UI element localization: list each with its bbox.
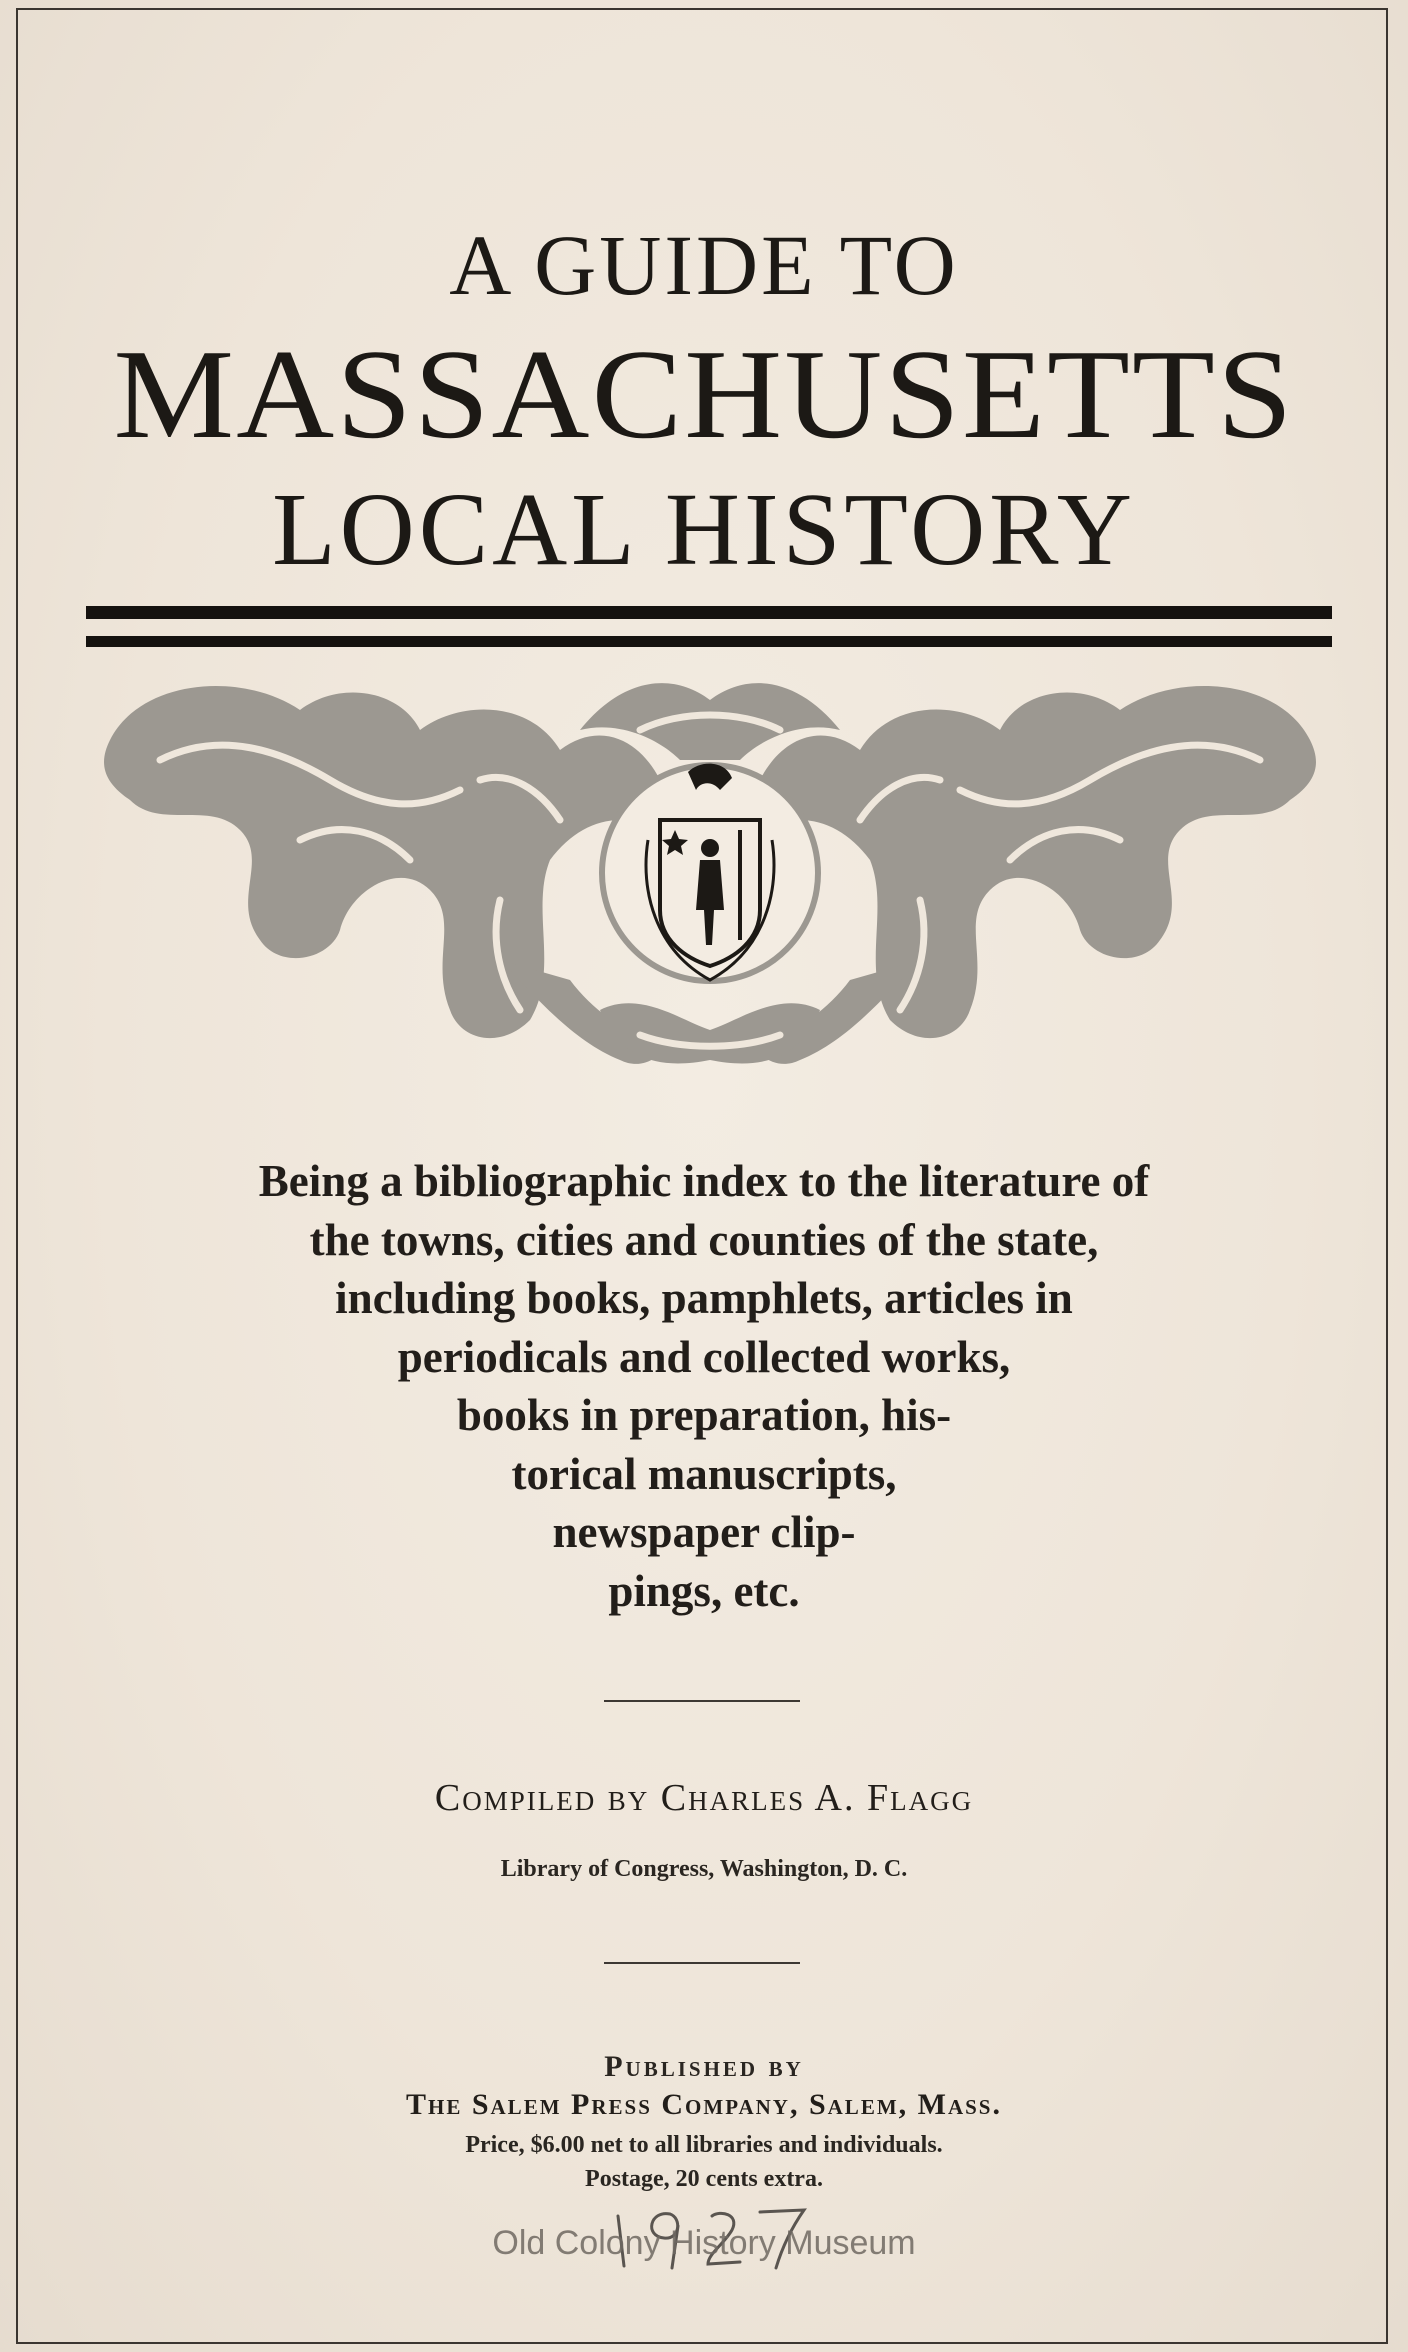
- description-line: the towns, cities and counties of the state,: [309, 1214, 1099, 1265]
- title-line-1: A GUIDE TO: [449, 217, 959, 313]
- description-block: [0, 1152, 1408, 1620]
- postage-line: Postage, 20 cents extra.: [585, 2166, 823, 2192]
- description-line: including books, pamphlets, articles in: [335, 1273, 1073, 1323]
- massachusetts-state-seal-icon: [602, 764, 818, 981]
- published-by-label: Published by: [604, 2050, 804, 2083]
- description-line: books in preparation, his-: [456, 1390, 952, 1440]
- title-line-3: LOCAL HISTORY: [272, 472, 1136, 587]
- description-line: periodicals and collected works,: [397, 1331, 1011, 1382]
- title-line-2: MASSACHUSETTS: [113, 323, 1295, 465]
- acanthus-ornament: [100, 660, 1320, 1080]
- watermark: Old Colony History Museum: [492, 2224, 916, 2262]
- title-rule-bottom: [86, 636, 1332, 647]
- divider: [604, 1962, 800, 1964]
- title-rule-top: [86, 606, 1332, 619]
- left-leaves-icon: [104, 686, 670, 1064]
- right-leaves-icon: [750, 686, 1316, 1064]
- compiler-affiliation: Library of Congress, Washington, D. C.: [500, 1856, 908, 1882]
- publisher-name: The Salem Press Company, Salem, Mass.: [405, 2088, 1002, 2121]
- description-line: Being a bibliographic index to the literature of: [258, 1156, 1150, 1206]
- price-line: Price, $6.00 net to all libraries and individuals.: [465, 2132, 943, 2158]
- description-line: pings, etc.: [608, 1565, 800, 1616]
- description-line: torical manuscripts,: [511, 1448, 897, 1499]
- description-line: newspaper clip-: [552, 1507, 856, 1557]
- compiler-line: Compiled by Charles A. Flagg: [434, 1777, 974, 1819]
- divider: [604, 1700, 800, 1702]
